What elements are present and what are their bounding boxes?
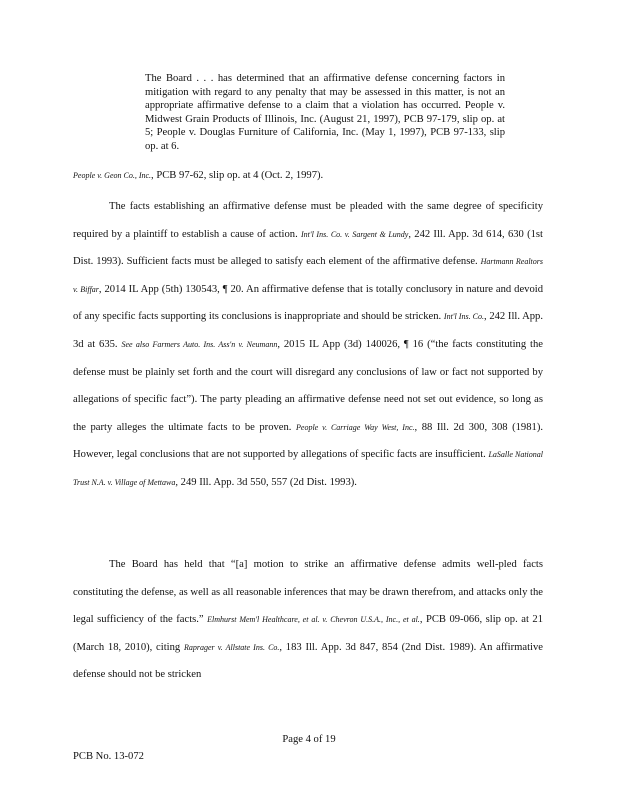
paragraph-motion-to-strike: [73, 551, 543, 689]
paragraph-affirmative-defense-specificity: [73, 193, 543, 497]
paragraph-text: , 2014 IL App (5th) 130543, ¶ 20. An affirmative defense that is totally conclusory in nature and devoid of any specific facts supporting its conclusions is inappropriate and should be stricken.: [73, 283, 543, 323]
case-name: People v. Carriage Way West, Inc.: [296, 422, 415, 432]
paragraph-text: , 88 Ill. 2d 300, 308 (1981). However, legal conclusions that are not supported by allegations of specific facts are insufficient.: [73, 421, 543, 461]
case-name: Int'l Ins. Co.: [443, 312, 484, 322]
paragraph-text: , 242 Ill. App. 3d at 635.: [73, 311, 544, 350]
case-name: LaSalle National Trust N.A. v. Village of Mettawa: [73, 450, 543, 487]
citation-text: , PCB 97-62, slip op. at 4 (Oct. 2, 1997).: [151, 170, 324, 181]
case-name: People v. Geon Co., Inc.: [73, 171, 152, 180]
paragraph-text: The Board has held that “[a] motion to strike an affirmative defense admits well-pled facts constituting the defense, as well as all reasonable inferences that may be drawn therefrom, and attacks only the legal sufficiency of the facts.”: [73, 559, 543, 626]
case-number: PCB No. 13-072: [73, 751, 144, 762]
citation-line: [73, 170, 553, 181]
case-name: See also Farmers Auto. Ins. Ass'n v. Neumann: [121, 339, 278, 349]
block-quote-text: The Board . . . has determined that an affirmative defense concerning factors in mitigation with regard to any penalty that may be assessed in this matter, is not an appropriate affirmative defense to a claim that a violation has occurred. People v. Midwest Grain Products of Illinois, Inc. (August 21, 1997), PCB 97-179, slip op. at 5; People v. Douglas Furniture of California, Inc. (May 1, 1997), PCB 97-133, slip op. at 6.: [145, 73, 505, 152]
paragraph-text: The facts establishing an affirmative defense must be pleaded with the same degree of specificity required by a plaintiff to establish a cause of action.: [73, 201, 543, 240]
case-name: Elmhurst Mem'l Healthcare, et al. v. Chevron U.S.A., Inc., et al.: [207, 615, 420, 625]
paragraph-text: , 183 Ill. App. 3d 847, 854 (2nd Dist. 1989). An affirmative defense should not be stricken: [73, 641, 543, 681]
paragraph-text: , PCB 09-066, slip op. at 21 (March 18, 2010), citing: [73, 614, 543, 653]
case-name: Hartmann Realtors v. Biffar: [73, 257, 543, 294]
paragraph-text: , 249 Ill. App. 3d 550, 557 (2d Dist. 1993).: [175, 476, 357, 488]
case-name: Raprager v. Allstate Ins. Co.: [183, 642, 280, 652]
page-number: Page 4 of 19: [282, 734, 336, 745]
block-quote: [145, 72, 505, 154]
case-name: Int'l Ins. Co. v. Sargent & Lundy: [301, 229, 409, 239]
paragraph-text: , 2015 IL App (3d) 140026, ¶ 16 (“the facts constituting the defense must be plainly set forth and the court will disregard any conclusions of law or fact not supported by allegations of specific fact”). The party pleading an affirmative defense need not set out evidence, so long as the party alleges the ultimate facts to be proven.: [73, 338, 543, 433]
paragraph-text: , 242 Ill. App. 3d 614, 630 (1st Dist. 1993). Sufficient facts must be alleged to satisfy each element of the affirmative defense.: [73, 228, 543, 268]
